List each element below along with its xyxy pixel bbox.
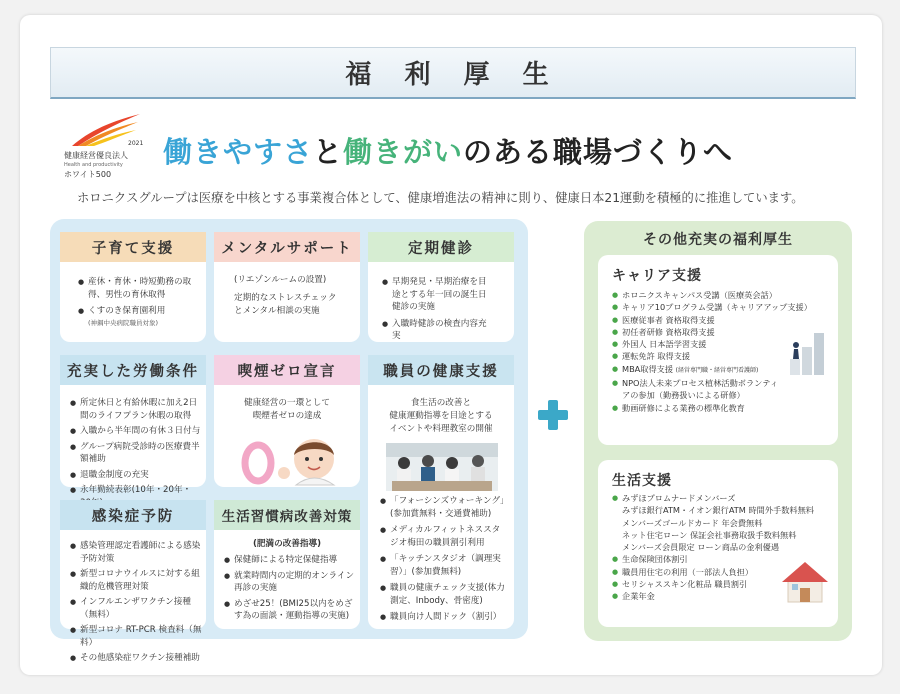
labor-item: ● 永年勤続表彰(10年・20年・	[70, 484, 202, 509]
lifestyle-item: ● 就業時間内の定期的オンライン再診の実施	[224, 570, 356, 595]
staff-health-item: ● 職員の健康チェック支援(体力測定、Inbody、骨密度)	[380, 582, 508, 607]
headline-part1: 働きやすさ	[163, 135, 314, 169]
mental-title: メンタルサポート	[214, 232, 360, 262]
career-item: ● 医療従事者 資格取得支援	[612, 314, 832, 326]
infection-item: ● その他感染症ワクチン接種補助	[70, 652, 202, 665]
labor-item: ● 所定休日と有給休暇に加え2日間のライフプラン休暇の取得	[70, 397, 202, 422]
life-item: ● 生命保険団体割引	[612, 553, 834, 565]
life-item: ● セリシャススキン化粧品 職員割引	[612, 578, 834, 590]
childcare-title: 子育て支援	[60, 232, 206, 262]
smoking-line2: 喫煙者ゼロの達成	[252, 411, 322, 421]
life-support-title: 生活支援	[612, 473, 672, 489]
career-item: ● キャリア10プログラム受講（キャリアアップ支援）	[612, 301, 832, 313]
life-item: みずほ銀行ATM・イオン銀行ATM 時間外手数料無料	[622, 505, 814, 516]
staff-health-item: ● 「キッチンスタジオ（調理実習）」(参加費無料)	[380, 553, 508, 578]
career-item: ● NPO法人未来プロセス植林活動ボランティアの参加（勤務扱いによる研修）	[612, 377, 782, 402]
headline-part2: と	[313, 135, 344, 169]
page-title-bar	[50, 47, 856, 99]
mental-line2: 定期的なストレスチェック	[234, 293, 337, 303]
staff-health-intro: 食生活の改善と	[410, 398, 472, 408]
career-support-title: キャリア支援	[612, 268, 702, 284]
staff-health-intro: 健康運動指導を目途とする	[389, 411, 493, 421]
staff-health-item: ● 職員向け人間ドック（割引）	[380, 611, 508, 624]
smoking-box	[214, 355, 360, 487]
career-support-box	[598, 255, 838, 445]
staff-health-box	[368, 355, 514, 629]
childcare-item: ● 産休・育休・時短勤務の取得、男性の育休取得	[78, 276, 198, 301]
infection-item: ● 新型コロナ RT-PCR 検査料（無料）	[70, 624, 202, 649]
staff-health-item: ● メディカルフィットネススタジオ梅田の職員割引利用	[380, 524, 508, 549]
lifestyle-item: ● 保健師による特定保健指導	[224, 554, 356, 567]
labor-item: ● グループ病院受診時の医療費半額補助	[70, 441, 202, 466]
infection-box	[60, 500, 206, 663]
smoking-title: 喫煙ゼロ宣言	[214, 355, 360, 385]
lifestyle-subtitle: (肥満の改善指導)	[252, 539, 321, 549]
career-item: ● 動画研修による業務の標準化教育	[612, 402, 832, 414]
life-item: ● 職員用住宅の利用（一部法人負担）	[612, 566, 834, 578]
childcare-item	[78, 305, 198, 328]
career-stairs-icon	[786, 319, 830, 375]
other-benefits-title: その他充実の福利厚生	[643, 232, 793, 248]
house-icon	[780, 560, 830, 604]
cooking-class-photo-icon	[386, 443, 498, 491]
infection-item: ● 感染管理認定看護師による感染予防対策	[70, 540, 202, 565]
logo-line2: Health and productivity	[64, 162, 123, 168]
life-item: ● 企業年金	[612, 590, 834, 602]
labor-item: ● 退職金制度の充実	[70, 469, 202, 482]
lead-text: ホロニクスグループは医療を中核とする事業複合体として、健康増進法の精神に則り、健康日本21運動を積極的に推進しています。	[77, 191, 804, 205]
logo-line3: ホワイト500	[64, 170, 112, 179]
headline-part3: 働きがい	[343, 135, 464, 169]
labor-item: ● 入職から半年間の有休３日付与	[70, 425, 202, 438]
career-item: ● 外国人 日本語学習支援	[612, 338, 832, 350]
headline-part4: のある職場づくりへ	[463, 135, 734, 169]
lifestyle-box	[214, 500, 360, 629]
page-title: 福 利 厚 生	[345, 60, 561, 90]
life-item: ネット住宅ローン 保証会社事務取扱手数料無料	[622, 529, 797, 540]
smoking-line1: 健康経営の一環として	[244, 398, 330, 408]
infection-item: ● インフルエンザワクチン接種（無料）	[70, 596, 202, 621]
white500-logo	[64, 112, 144, 182]
mental-box	[214, 232, 360, 342]
checkup-item: ● 入職時健診の検査内容充実	[382, 318, 494, 343]
infection-title: 感染症予防	[60, 500, 206, 530]
mental-line3: とメンタル相談の実施	[234, 306, 320, 316]
staff-health-item: ● 「フォーシンズウォーキング」(参加賞無料・交通費補助)	[380, 495, 508, 520]
staff-health-title: 職員の健康支援	[368, 355, 514, 385]
life-item: メンバーズ会員限定 ローン商品の金利優遇	[622, 542, 780, 553]
lifestyle-title: 生活習慣病改善対策	[214, 500, 360, 530]
checkup-box	[368, 232, 514, 342]
nurse-illustration-icon	[236, 433, 346, 485]
checkup-item: ● 早期発見・早期治療を目途とする年一回の誕生日健診の実施	[382, 276, 494, 314]
headline	[163, 130, 733, 171]
childcare-item-text: くすのき保育園利用	[88, 306, 166, 316]
childcare-item-note: (神鋼中央病院職員対象)	[88, 318, 159, 327]
life-item: ● みずほプロムナードメンバーズ	[612, 492, 834, 504]
life-item: メンバーズゴールドカード 年会費無料	[622, 517, 763, 528]
career-item: ● ホロニクスキャンパス受講（医療英会話）	[612, 289, 832, 301]
career-mba-note: (経営専門職・経営専門看護師)	[675, 366, 759, 374]
staff-health-intro: イベントや料理教室の開催	[389, 424, 493, 434]
labor-box	[60, 355, 206, 495]
logo-line1: 健康経営優良法人	[64, 151, 128, 160]
infection-item: ● 新型コロナウイルスに対する組織的危機管理対策	[70, 568, 202, 593]
career-item-text: MBA取得支援	[622, 363, 674, 374]
labor-title: 充実した労働条件	[60, 355, 206, 385]
checkup-title: 定期健診	[368, 232, 514, 262]
career-item: ● 運転免許 取得支援	[612, 350, 832, 362]
lifestyle-item: ● めざせ25！(BMI25以内をめざす為の面談・運動指導の実施)	[224, 598, 356, 623]
life-support-box	[598, 460, 838, 627]
logo-year: 2021	[128, 140, 144, 147]
plus-icon	[538, 400, 568, 430]
career-item: ● 初任者研修 資格取得支援	[612, 326, 832, 338]
mental-line1: (リエゾンルームの設置)	[234, 275, 327, 285]
childcare-box	[60, 232, 206, 342]
